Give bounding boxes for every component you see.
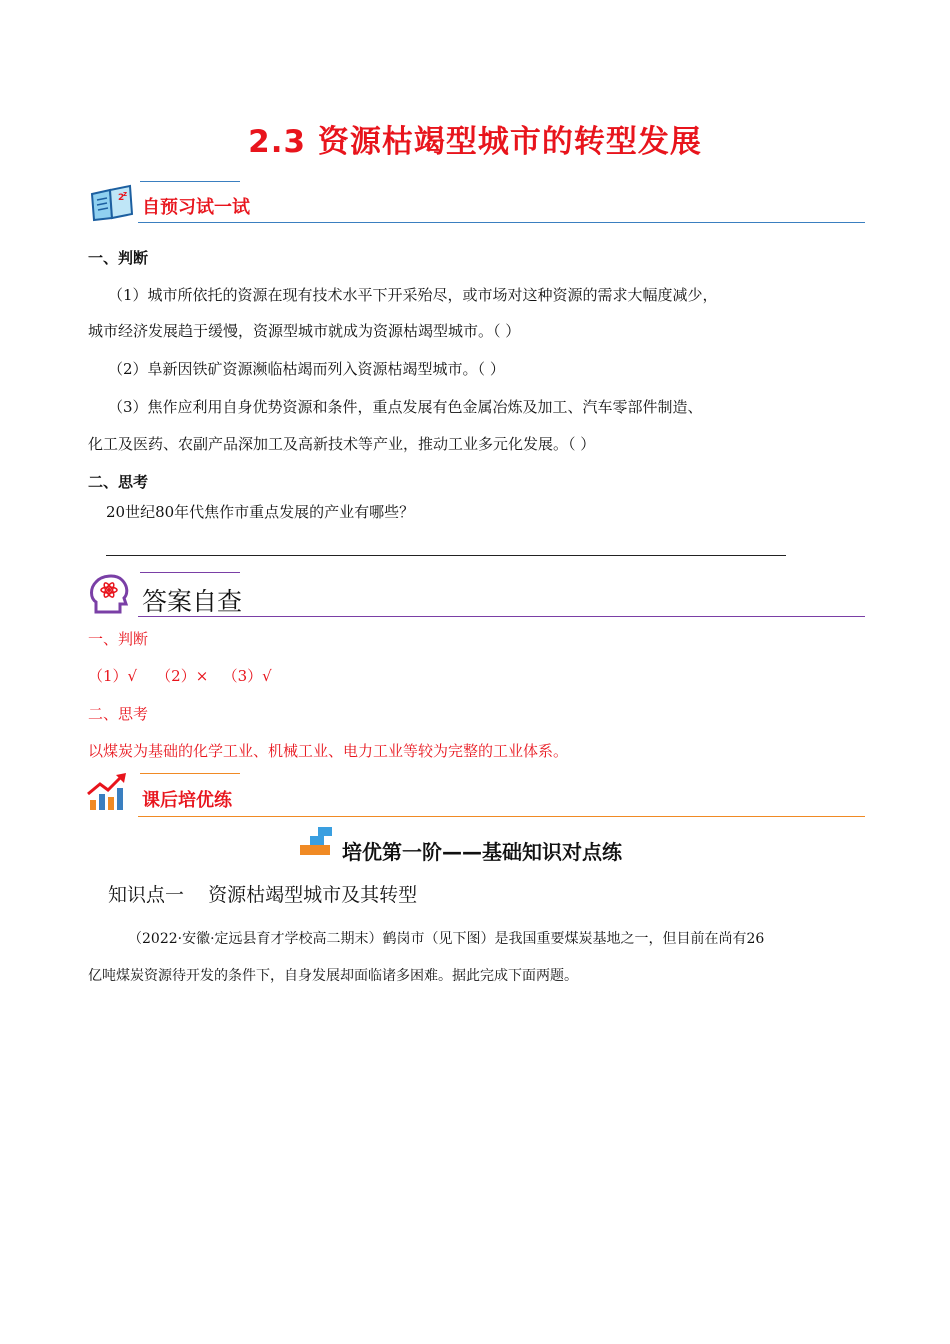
page-title: 2.3 资源枯竭型城市的转型发展	[248, 124, 702, 160]
think-question: 20世纪80年代焦作市重点发展的产业有哪些？	[106, 503, 415, 521]
tier-title: 培优第一阶——基础知识对点练	[342, 840, 622, 864]
steps-icon	[298, 825, 338, 857]
answer-judge-heading: 一、判断	[88, 630, 149, 648]
question-line: （1）城市所依托的资源在现有技术水平下开采殆尽，或市场对这种资源的需求大幅度减少，	[108, 286, 718, 304]
book-icon	[88, 182, 136, 222]
answer-think-heading: 二、思考	[88, 705, 149, 723]
answer-blank-line	[106, 555, 786, 556]
question-line: （2）阜新因铁矿资源濒临枯竭而列入资源枯竭型城市。（ ）	[108, 360, 505, 378]
svg-text:z: z	[123, 190, 128, 198]
answer-judge-values: （1）√ （2）× （3）√	[88, 667, 272, 685]
section-rule	[138, 816, 865, 817]
section-label-answers: 答案自查	[142, 587, 243, 616]
think-heading: 二、思考	[88, 473, 149, 491]
section-accent-line	[140, 181, 240, 182]
section-label-practice: 课后培优练	[142, 790, 232, 811]
question-line: 化工及医药、农副产品深加工及高新技术等产业，推动工业多元化发展。（ ）	[88, 435, 596, 453]
passage-line: （2022·安徽·定远县育才学校高二期末）鹤岗市（见下图）是我国重要煤炭基地之一，但目前在尚有26	[128, 931, 765, 947]
passage-line: 亿吨煤炭资源待开发的条件下，自身发展却面临诸多困难。据此完成下面两题。	[88, 968, 578, 984]
answer-think-text: 以煤炭为基础的化学工业、机械工业、电力工业等较为完整的工业体系。	[88, 742, 569, 760]
head-atom-icon	[88, 572, 136, 612]
knowledge-point-heading: 知识点一 资源枯竭型城市及其转型	[108, 884, 418, 906]
section-accent-line	[140, 572, 240, 573]
question-line: （3）焦作应利用自身优势资源和条件，重点发展有色金属冶炼及加工、汽车零部件制造、	[108, 398, 703, 416]
svg-text:2: 2	[118, 193, 125, 203]
section-accent-line	[140, 773, 240, 774]
question-line: 城市经济发展趋于缓慢，资源型城市就成为资源枯竭型城市。（ ）	[88, 322, 521, 340]
judge-heading: 一、判断	[88, 249, 149, 267]
section-rule	[138, 222, 865, 223]
section-rule	[138, 616, 865, 617]
section-label-preview: 自预习试一试	[142, 197, 250, 218]
growth-chart-icon	[86, 772, 134, 812]
